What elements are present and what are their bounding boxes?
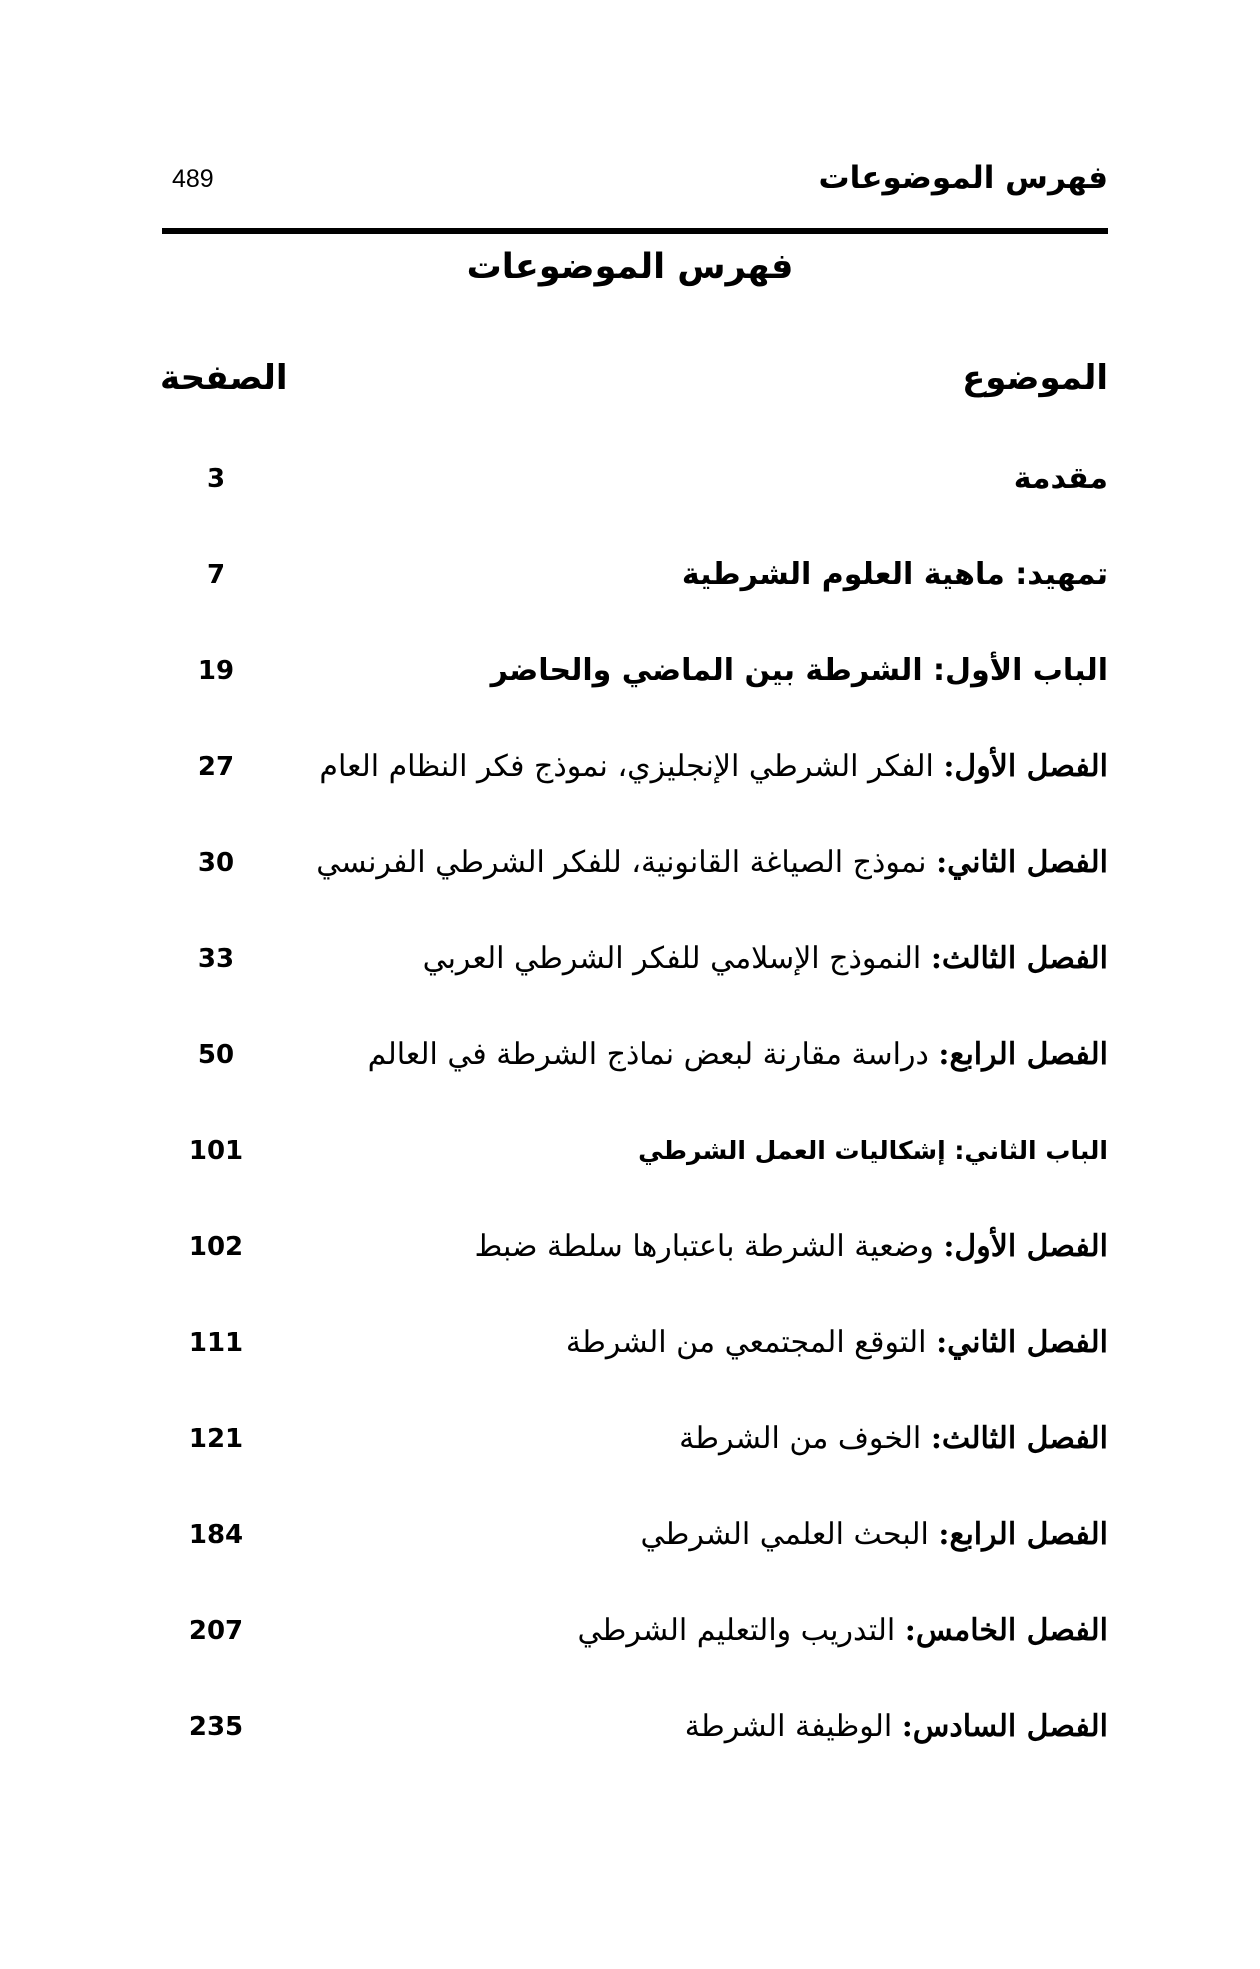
toc-entry-text: الخوف من الشرطة: [679, 1421, 931, 1456]
toc-entry-chapter: [0, 1607, 1260, 1703]
toc-entry-chapter: [0, 1031, 1260, 1127]
column-header-page: الصفحة: [160, 358, 288, 398]
toc-entry-page: 184: [188, 1520, 244, 1550]
toc-entry-title: [316, 839, 1108, 887]
toc-entry-chapter: [0, 1703, 1260, 1799]
toc-entry-prefix: الفصل الرابع:: [938, 1517, 1108, 1552]
toc-entry-title: مقدمة: [1013, 461, 1108, 496]
toc-entry-text: الفكر الشرطي الإنجليزي، نموذج فكر النظام العام: [319, 749, 944, 784]
toc-entry-prefix: الفصل الثالث:: [930, 941, 1108, 976]
toc-entry-title: [578, 1607, 1109, 1655]
toc-entry-preface: [0, 551, 1260, 647]
toc-entry-chapter: [0, 1511, 1260, 1607]
toc-entry-prefix: الفصل الرابع:: [938, 1037, 1108, 1072]
running-header-title: فهرس الموضوعات: [818, 160, 1108, 196]
toc-entry-title: [423, 935, 1108, 983]
toc-entry-page: 27: [197, 752, 235, 782]
toc-entry-text: الوظيفة الشرطة: [684, 1709, 902, 1744]
toc-entry-part-one: [0, 647, 1260, 743]
toc-entry-page: 7: [206, 560, 226, 590]
toc-entry-prefix: الفصل الثالث:: [930, 1421, 1108, 1456]
toc-entry-title: الباب الأول: الشرطة بين الماضي والحاضر: [490, 653, 1108, 688]
toc-entry-text: التوقع المجتمعي من الشرطة: [565, 1325, 937, 1360]
toc-entry-page: 50: [197, 1040, 235, 1070]
toc-entry-text: النموذج الإسلامي للفكر الشرطي العربي: [422, 941, 931, 976]
toc-entry-page: 101: [188, 1136, 244, 1166]
toc-entry-text: دراسة مقارنة لبعض نماذج الشرطة في العالم: [367, 1037, 939, 1072]
toc-entry-text: نموذج الصياغة القانونية، للفكر الشرطي الفرنسي: [316, 845, 937, 880]
toc-entry-prefix: الفصل الخامس:: [904, 1613, 1108, 1648]
toc-entry-page: 111: [188, 1328, 244, 1358]
toc-entry-title: [685, 1703, 1108, 1751]
toc-entry-chapter: [0, 743, 1260, 839]
toc-entry-text: التدريب والتعليم الشرطي: [577, 1613, 905, 1648]
toc-entry-page: 102: [188, 1232, 244, 1262]
toc-entry-page: 207: [188, 1616, 244, 1646]
toc-entry-chapter: [0, 1415, 1260, 1511]
toc-entry-page: 30: [197, 848, 235, 878]
toc-entry-prefix: الفصل الأول:: [943, 1229, 1108, 1264]
toc-entry-prefix: الفصل السادس:: [901, 1709, 1108, 1744]
toc-list: [0, 455, 1260, 1799]
toc-entry-prefix: الفصل الأول:: [943, 749, 1108, 784]
toc-entry-title: [475, 1223, 1109, 1271]
header-rule: [162, 228, 1108, 234]
toc-entry-page: 235: [188, 1712, 244, 1742]
toc-entry-text: وضعية الشرطة باعتبارها سلطة ضبط: [474, 1229, 944, 1264]
toc-entry-page: 3: [206, 464, 226, 494]
page-number: 489: [172, 165, 214, 193]
toc-entry-prefix: الفصل الثاني:: [936, 845, 1108, 880]
toc-entry-text: البحث العلمي الشرطي: [640, 1517, 939, 1552]
toc-entry-title: الباب الثاني: إشكاليات العمل الشرطي: [638, 1136, 1108, 1165]
toc-entry-part-two: [0, 1127, 1260, 1223]
toc-entry-title: [368, 1031, 1108, 1079]
toc-entry-chapter: [0, 1319, 1260, 1415]
toc-entry-title: [641, 1511, 1108, 1559]
toc-entry-chapter: [0, 1223, 1260, 1319]
toc-entry-page: 33: [197, 944, 235, 974]
toc-entry-chapter: [0, 935, 1260, 1031]
toc-entry-prefix: الفصل الثاني:: [936, 1325, 1108, 1360]
toc-entry-title: تمهيد: ماهية العلوم الشرطية: [681, 557, 1108, 592]
toc-entry-introduction: [0, 455, 1260, 551]
toc-entry-title: [319, 743, 1108, 791]
toc-entry-chapter: [0, 839, 1260, 935]
column-header-topic: الموضوع: [962, 358, 1108, 398]
toc-entry-title: [679, 1415, 1108, 1463]
toc-entry-page: 121: [188, 1424, 244, 1454]
toc-entry-title: [566, 1319, 1108, 1367]
page-title: فهرس الموضوعات: [466, 247, 794, 287]
toc-entry-page: 19: [197, 656, 235, 686]
